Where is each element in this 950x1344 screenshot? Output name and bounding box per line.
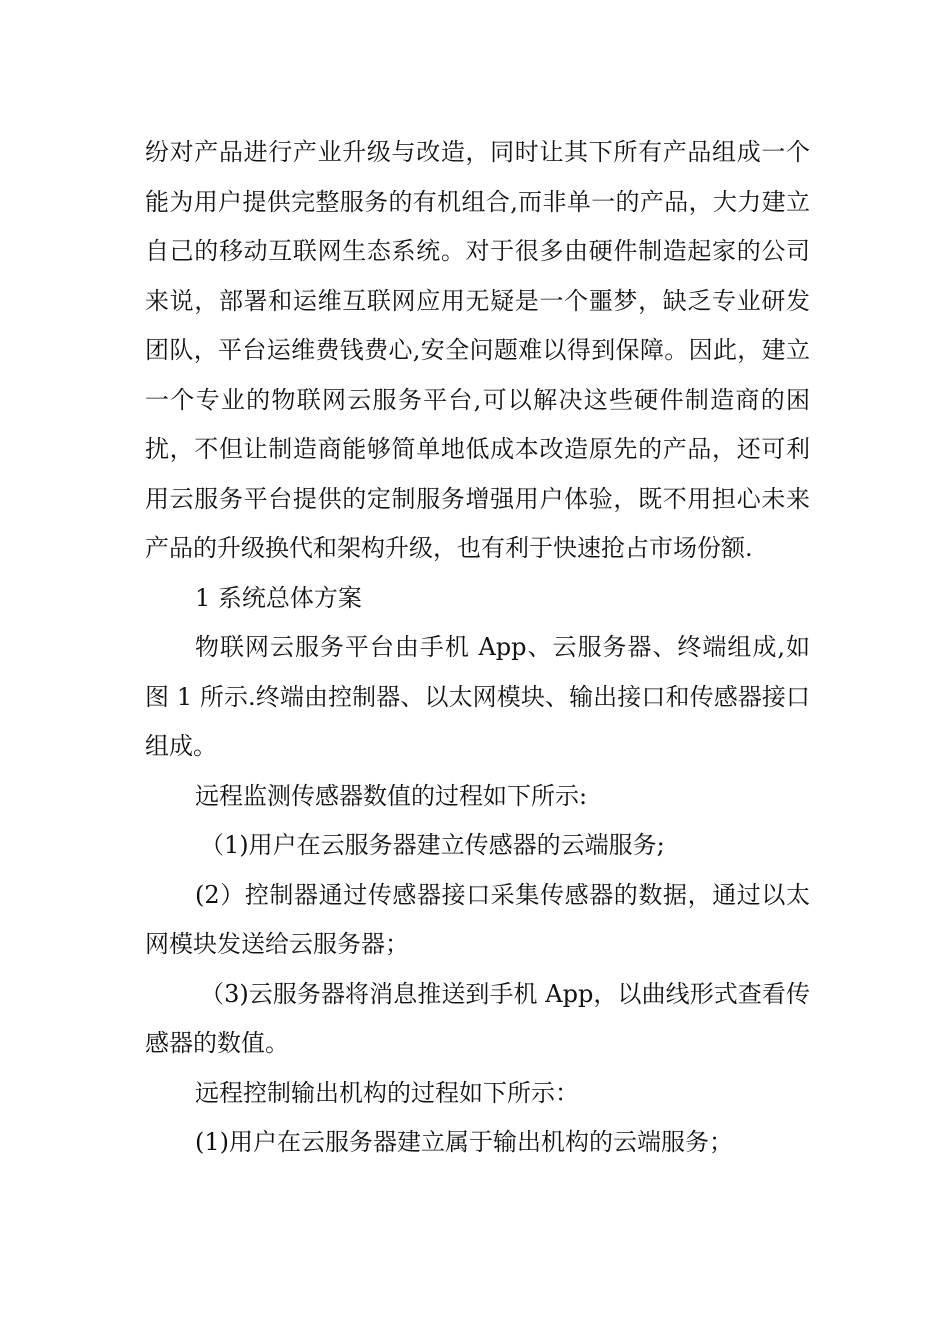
- list-item-control-1: (1)用户在云服务器建立属于输出机构的云端服务；: [195, 1128, 733, 1156]
- body-paragraph-intro: 纷对产品进行产业升级与改造，同时让其下所有产品组成一个能为用户提供完整服务的有机组合,而非单一的产品，大力建立自己的移动互联网生态系统。对于很多由硬件制造起家的公司来说，部署和运维互联网应用无疑是一个噩梦，缺乏专业研发团队，平台运维费钱费心,安全问题难以得到保障。因此，建立一个专业的物联网云服务平台,可以解决这些硬件制造商的困扰，不但让制造商能够简单地低成本改造原先的产品，还可利用云服务平台提供的定制服务增强用户体验，既不用担心未来产品的升级换代和架构升级，也有利于快速抢占市场份额.: [145, 138, 810, 562]
- body-paragraph-control-intro: 远程控制输出机构的过程如下所示：: [195, 1078, 579, 1107]
- list-item-monitor-1: （1)用户在云服务器建立传感器的云端服务;: [200, 831, 665, 859]
- list-item-monitor-3: （3)云服务器将消息推送到手机 App，以曲线形式查看传感器的数值。: [145, 979, 810, 1057]
- document-page: [145, 128, 810, 1168]
- body-paragraph-overview: 物联网云服务平台由手机 App、云服务器、终端组成,如图 1 所示.终端由控制器、以太网模块、输出接口和传感器接口组成。: [145, 633, 810, 760]
- section-heading: 1 系统总体方案: [195, 583, 362, 612]
- body-paragraph-monitor-intro: 远程监测传感器数值的过程如下所示:: [195, 781, 588, 810]
- list-item-monitor-2: (2）控制器通过传感器接口采集传感器的数据，通过以太网模块发送给云服务器；: [145, 880, 810, 958]
